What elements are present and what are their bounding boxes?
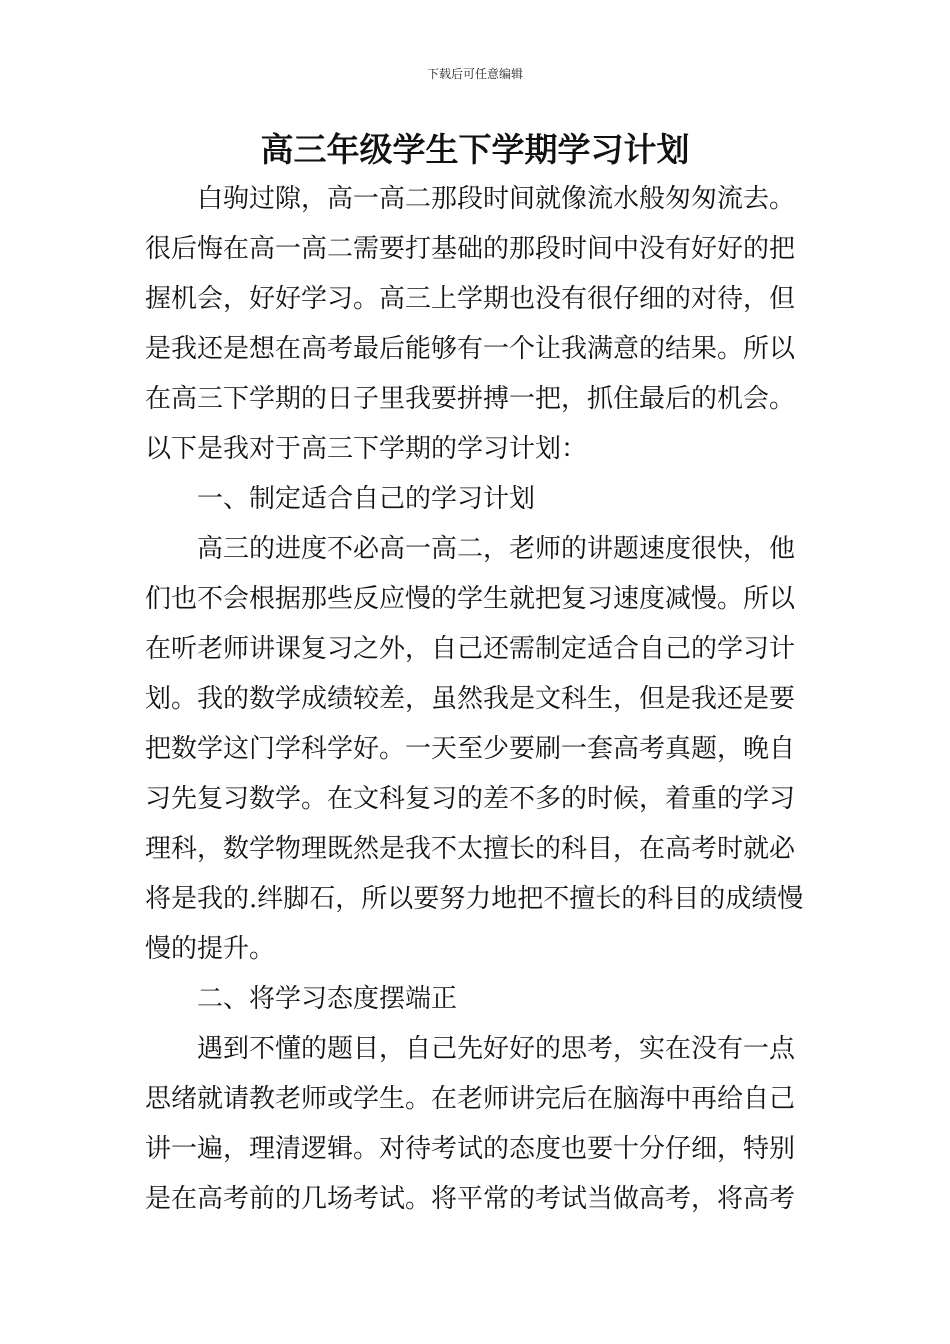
paragraph-line: 们也不会根据那些反应慢的学生就把复习速度减慢。所以 <box>145 584 796 614</box>
document-title: 高三年级学生下学期学习计划 <box>260 130 690 169</box>
paragraph-line: 思绪就请教老师或学生。在老师讲完后在脑海中再给自己 <box>145 1084 796 1114</box>
paragraph-line: 是我还是想在高考最后能够有一个让我满意的结果。所以 <box>145 334 796 364</box>
paragraph-line: 把数学这门学科学好。一天至少要刷一套高考真题，晚自 <box>145 734 796 764</box>
paragraph-line: 慢的提升。 <box>145 934 276 964</box>
header-note: 下载后可任意编辑 <box>426 67 523 81</box>
paragraph-line: 在听老师讲课复习之外，自己还需制定适合自己的学习计 <box>145 634 796 664</box>
section-heading-1: 一、制定适合自己的学习计划 <box>197 484 536 514</box>
paragraph-line: 高三的进度不必高一高二，老师的讲题速度很快，他 <box>197 534 796 564</box>
paragraph-line: 遇到不懂的题目，自己先好好的思考，实在没有一点 <box>197 1034 796 1064</box>
paragraph-line: 是在高考前的几场考试。将平常的考试当做高考，将高考 <box>145 1184 796 1214</box>
section-heading-2: 二、将学习态度摆端正 <box>197 984 458 1014</box>
document-body <box>145 174 805 1224</box>
paragraph-line: 讲一遍，理清逻辑。对待考试的态度也要十分仔细，特别 <box>145 1134 796 1164</box>
paragraph-line: 划。我的数学成绩较差，虽然我是文科生，但是我还是要 <box>145 684 796 714</box>
paragraph-line: 很后悔在高一高二需要打基础的那段时间中没有好好的把 <box>145 234 796 264</box>
paragraph-line: 习先复习数学。在文科复习的差不多的时候，着重的学习 <box>145 784 796 814</box>
paragraph-line: 白驹过隙，高一高二那段时间就像流水般匆匆流去。 <box>197 184 796 214</box>
paragraph-line: 在高三下学期的日子里我要拼搏一把，抓住最后的机会。 <box>145 384 796 414</box>
paragraph-line: 握机会，好好学习。高三上学期也没有很仔细的对待，但 <box>145 284 796 314</box>
paragraph-line: 以下是我对于高三下学期的学习计划： <box>145 434 588 464</box>
paragraph-line: 将是我的.绊脚石，所以要努力地把不擅长的科目的成绩慢 <box>145 884 804 914</box>
paragraph-line: 理科，数学物理既然是我不太擅长的科目，在高考时就必 <box>145 834 796 864</box>
